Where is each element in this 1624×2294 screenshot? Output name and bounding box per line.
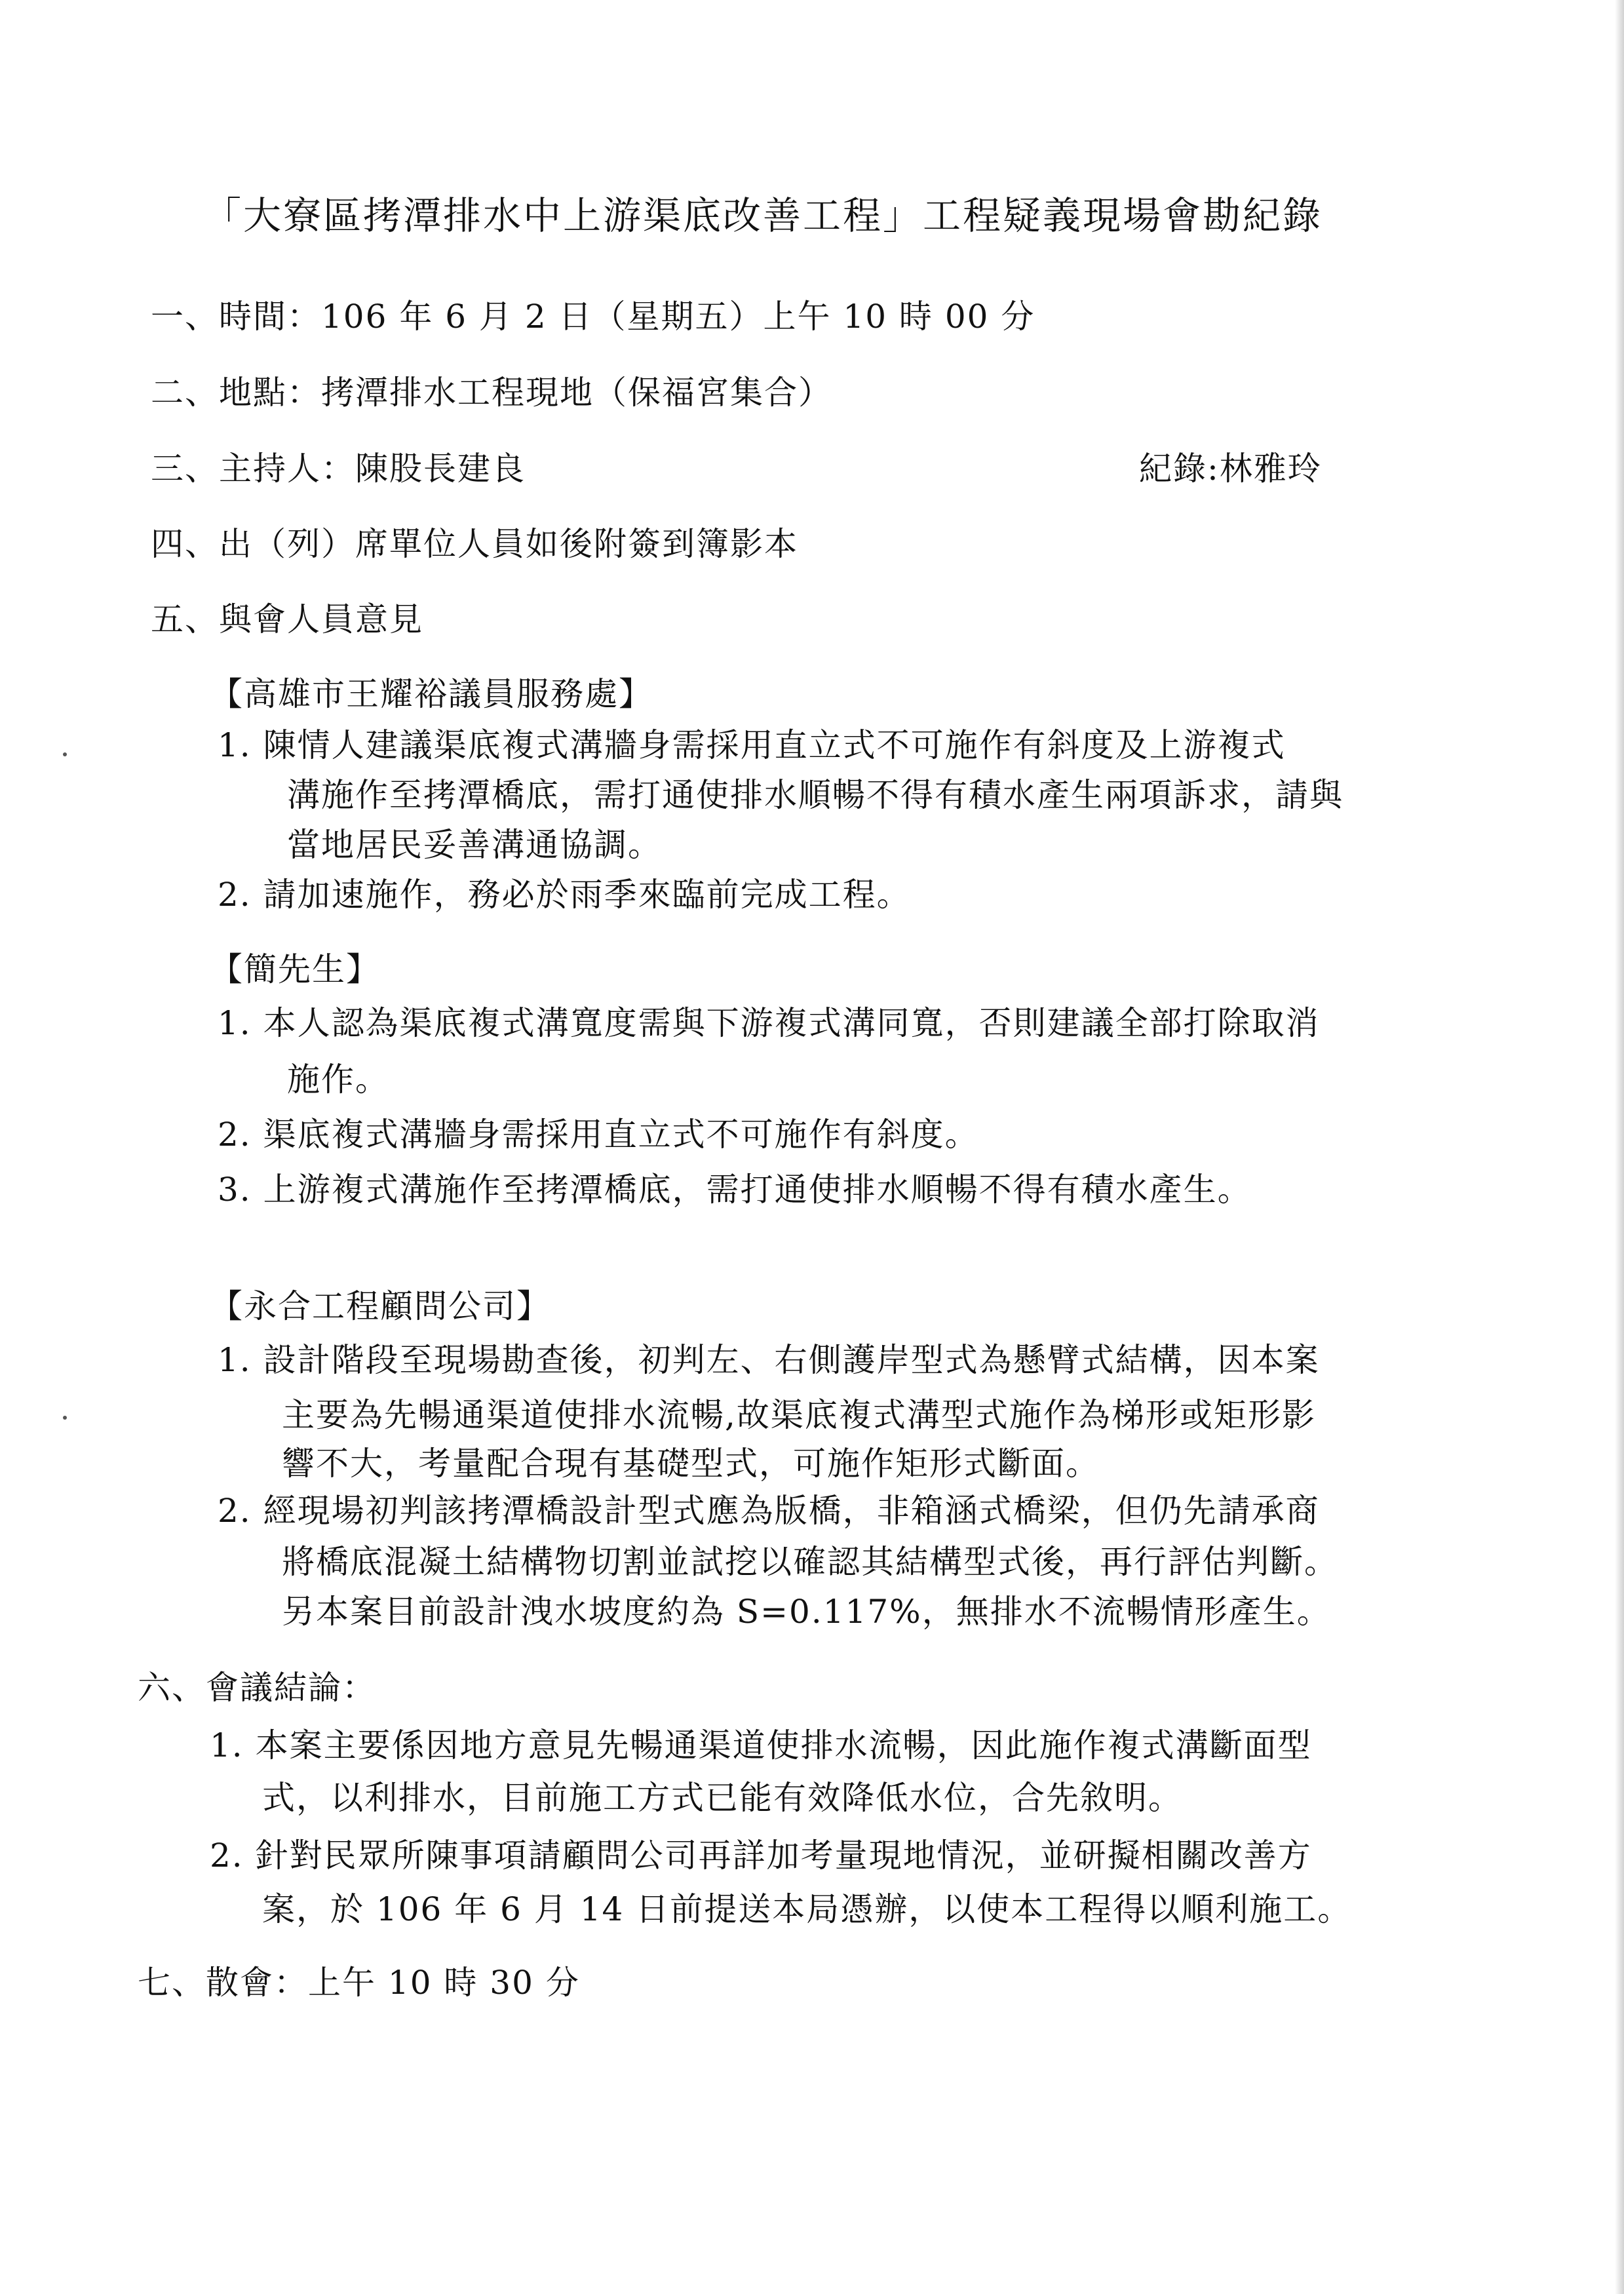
paragraph-line: 將橋底混凝土結構物切割並試挖以確認其結構型式後，再行評估判斷。 <box>282 1543 1338 1581</box>
scan-speck <box>63 1416 67 1420</box>
paragraph-line: 主要為先暢通渠道使排水流暢,故渠底複式溝型式施作為梯形或矩形影 <box>282 1396 1316 1434</box>
paragraph-line: 案，於 106 年 6 月 14 日前提送本局憑辦，以使本工程得以順利施工。 <box>262 1890 1352 1928</box>
section-heading-yonghe: 【永合工程顧問公司】 <box>210 1287 551 1325</box>
item-opinions-heading: 五、與會人員意見 <box>151 600 423 638</box>
item-host: 三、主持人：陳股長建良 <box>151 450 526 488</box>
paragraph-line: 1. 本案主要係因地方意見先暢通渠道使排水流暢，因此施作複式溝斷面型 <box>210 1726 1312 1764</box>
paragraph-line: 式，以利排水，目前施工方式已能有效降低水位，合先敘明。 <box>262 1779 1182 1817</box>
scan-speck <box>63 752 67 756</box>
paragraph-line: 另本案目前設計洩水坡度約為 S=0.117%，無排水不流暢情形產生。 <box>282 1593 1331 1631</box>
document-title: 「大寮區拷潭排水中上游渠底改善工程」工程疑義現場會勘紀錄 <box>203 193 1323 238</box>
conclusion-heading: 六、會議結論： <box>138 1669 376 1707</box>
scan-edge-shadow <box>1615 0 1624 2294</box>
item-attendees: 四、出（列）席單位人員如後附簽到簿影本 <box>151 525 798 563</box>
paragraph-line: 1. 設計階段至現場勘查後，初判左、右側護岸型式為懸臂式結構，因本案 <box>218 1341 1320 1379</box>
item-time: 一、時間：106 年 6 月 2 日（星期五）上午 10 時 00 分 <box>151 298 1035 336</box>
paragraph-line: 當地居民妥善溝通協調。 <box>287 826 662 864</box>
adjourn-line: 七、散會：上午 10 時 30 分 <box>138 1964 580 2002</box>
section-heading-jian: 【簡先生】 <box>210 950 380 988</box>
item-place: 二、地點：拷潭排水工程現地（保福宮集合） <box>151 374 832 412</box>
paragraph-line: 施作。 <box>287 1060 389 1098</box>
paragraph-line: 2. 請加速施作，務必於雨季來臨前完成工程。 <box>218 876 911 914</box>
paragraph-line: 1. 本人認為渠底複式溝寬度需與下游複式溝同寬，否則建議全部打除取消 <box>218 1004 1320 1042</box>
section-heading-wang: 【高雄市王耀裕議員服務處】 <box>210 675 653 713</box>
paragraph-line: 3. 上游複式溝施作至拷潭橋底，需打通使排水順暢不得有積水產生。 <box>218 1171 1252 1209</box>
paragraph-line: 2. 經現場初判該拷潭橋設計型式應為版橋，非箱涵式橋梁，但仍先請承商 <box>218 1492 1320 1530</box>
paragraph-line: 2. 針對民眾所陳事項請顧問公司再詳加考量現地情況，並研擬相關改善方 <box>210 1837 1312 1875</box>
paragraph-line: 響不大，考量配合現有基礎型式，可施作矩形式斷面。 <box>282 1445 1100 1483</box>
paragraph-line: 溝施作至拷潭橋底，需打通使排水順暢不得有積水產生兩項訴求，請與 <box>287 776 1344 814</box>
item-recorder: 紀錄:林雅玲 <box>1139 450 1322 488</box>
paragraph-line: 2. 渠底複式溝牆身需採用直立式不可施作有斜度。 <box>218 1116 979 1154</box>
paragraph-line: 1. 陳情人建議渠底複式溝牆身需採用直立式不可施作有斜度及上游複式 <box>218 726 1286 764</box>
